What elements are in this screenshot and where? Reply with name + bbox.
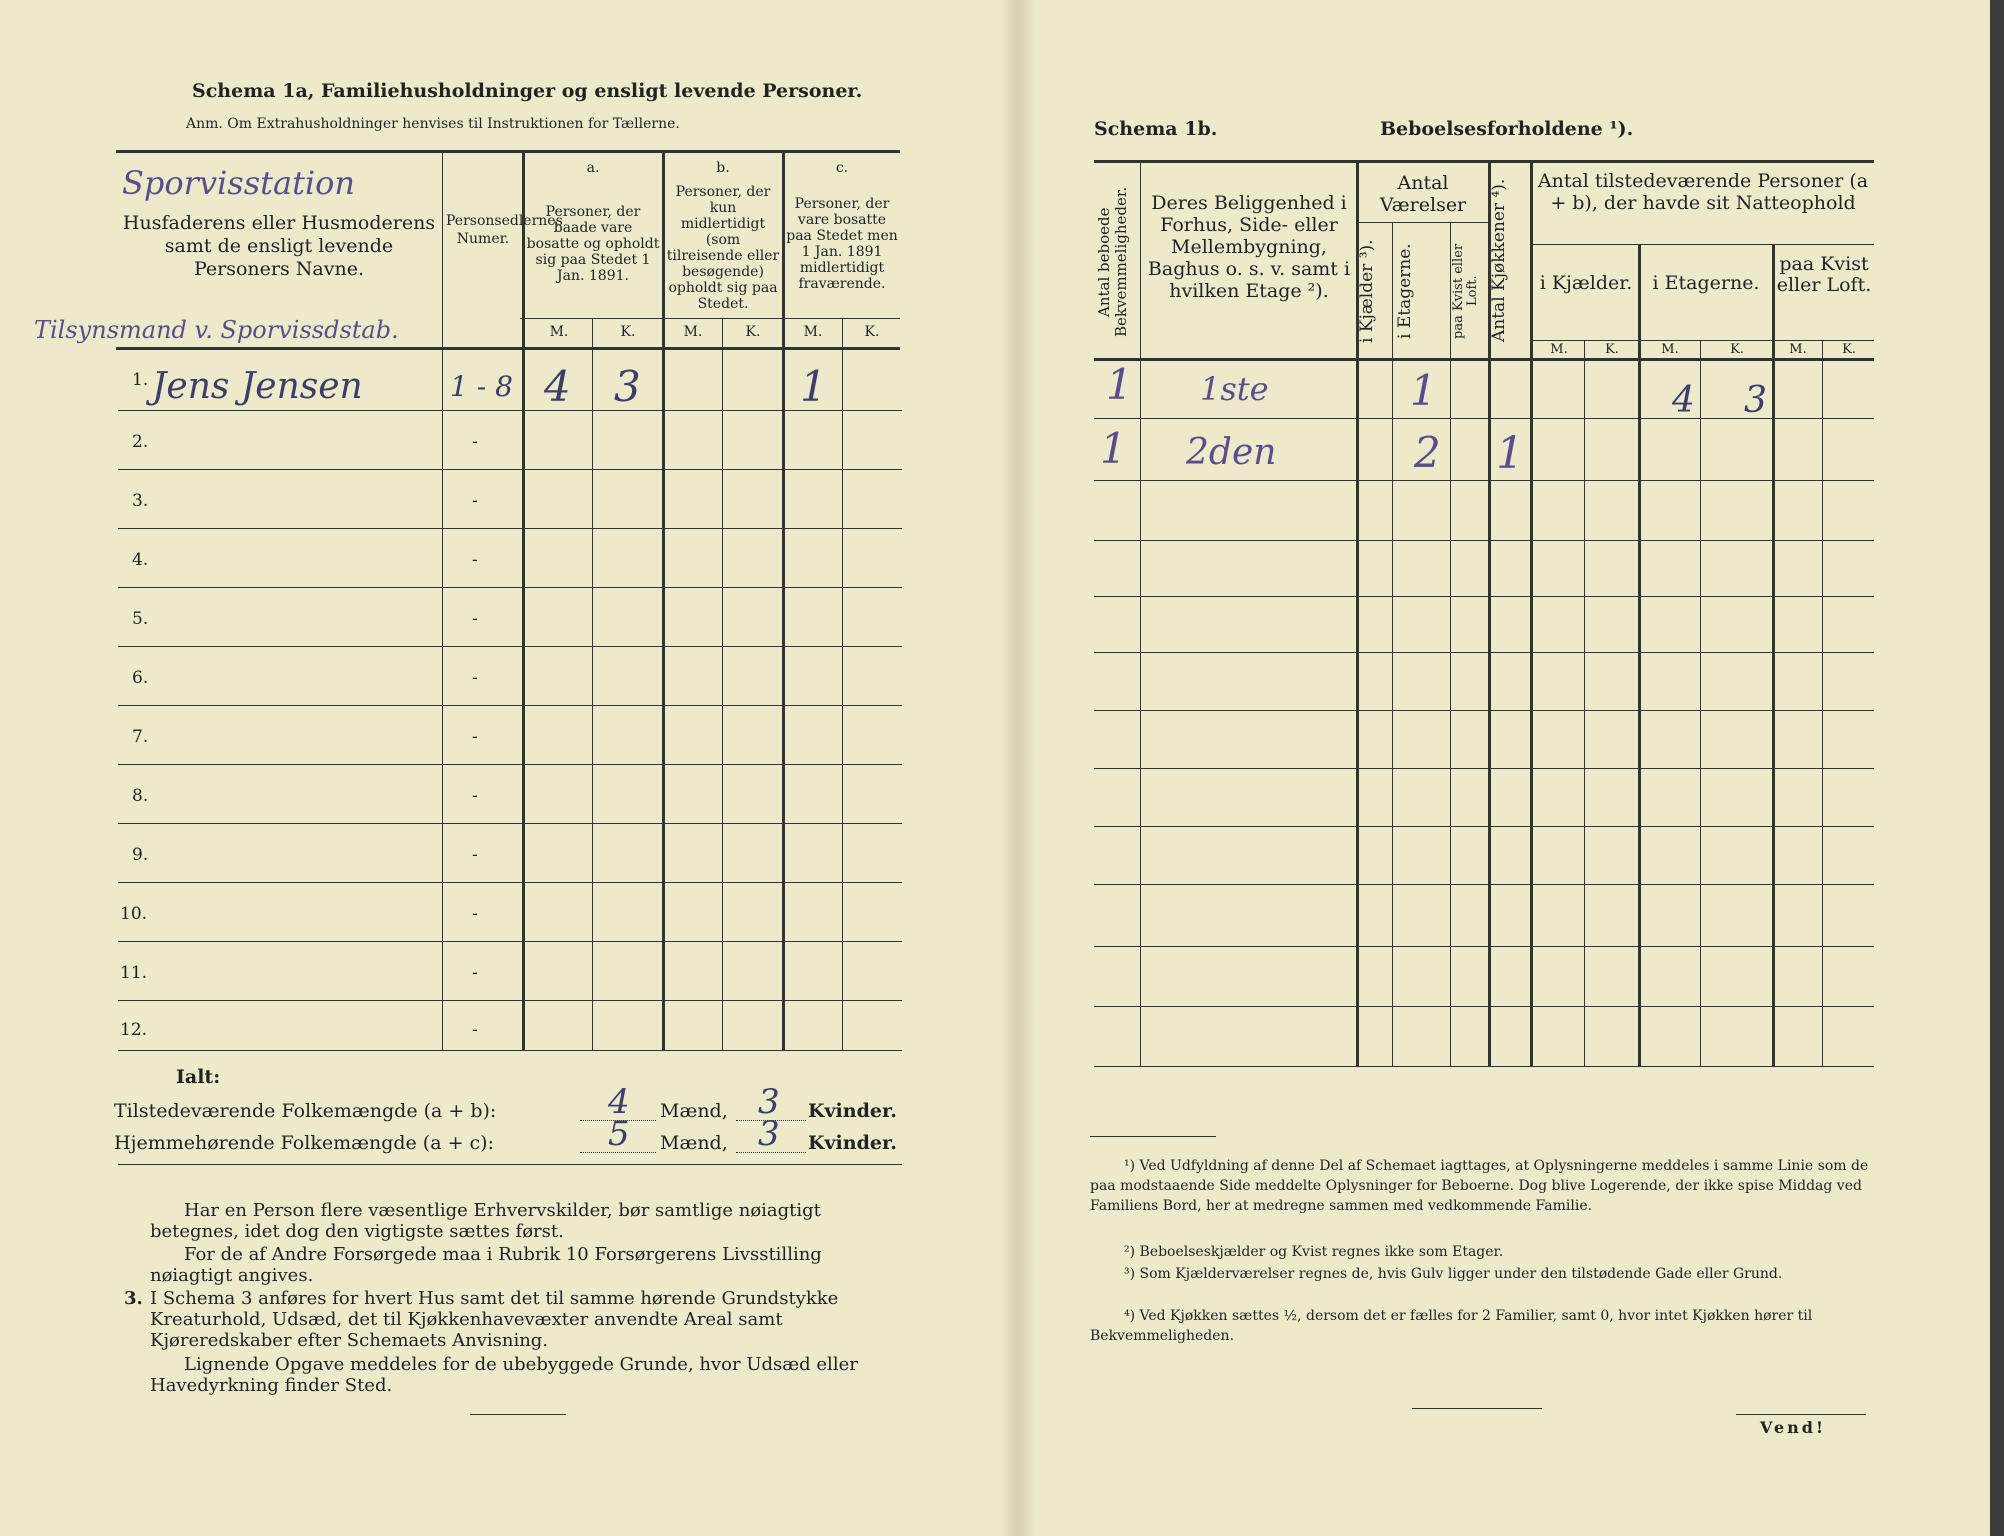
right-col-antal-bebo: Antal beboede Bekvemmeligheder. xyxy=(1095,186,1130,338)
right-row-line xyxy=(1094,652,1874,653)
tilstede-m-value: 4 xyxy=(608,1082,630,1122)
right-vaerelser-line xyxy=(1358,222,1488,223)
left-title: Schema 1a, Familiehusholdninger og ensligt levende Personer. xyxy=(192,80,863,102)
right-row-line xyxy=(1094,826,1874,827)
right-kj-m-label: M. xyxy=(1550,342,1568,357)
left-col-sep-1 xyxy=(442,150,443,1050)
row-number: 11. xyxy=(120,963,148,983)
tilstede-kvinder: Kvinder. xyxy=(808,1100,897,1122)
right-row1-etage: 1ste xyxy=(1200,370,1269,408)
tilstede-k-value: 3 xyxy=(758,1082,780,1122)
right-col-personer: Antal tilstedeværende Personer (a + b), der havde sit Natteophold xyxy=(1537,170,1869,214)
right-col-p-etagerne: i Etagerne. xyxy=(1652,272,1760,294)
instruction-para-3-number: 3. xyxy=(124,1288,143,1309)
right-row2-kjok: 1 xyxy=(1496,428,1524,479)
left-row-line xyxy=(118,882,902,883)
footnote-1: ¹) Ved Udfyldning af denne Del af Schemaet iagttages, at Oplysningerne meddeles i samme Linie som de paa modstaaende Side meddelte Oplysninger for Beboerne. Dog blive Logerende, der ikke spise Middag ved Familiens Bord, her at medregne sammen med vedkommende Familie. xyxy=(1090,1158,1869,1214)
left-note: Anm. Om Extrahusholdninger henvises til Instruktionen for Tællerne. xyxy=(186,116,680,132)
row-dash: - xyxy=(472,609,478,629)
left-row-line-last xyxy=(118,1050,902,1051)
row-number: 5. xyxy=(132,609,149,629)
row-number: 7. xyxy=(132,727,149,747)
right-personer-line xyxy=(1532,244,1874,245)
page-edge-right xyxy=(1990,0,2004,1536)
right-row-line-last xyxy=(1094,1066,1874,1067)
row1-a-k: 3 xyxy=(614,362,641,411)
right-row1-pm: 4 xyxy=(1672,380,1695,421)
left-b-m-label: M. xyxy=(683,324,703,340)
right-row-line xyxy=(1094,480,1874,481)
vend-label: Vend! xyxy=(1760,1418,1826,1437)
row-number: 8. xyxy=(132,786,149,806)
left-row-line xyxy=(118,1000,902,1001)
right-col-vaerelser: Antal Værelser xyxy=(1379,172,1467,216)
left-row-line xyxy=(118,705,902,706)
left-col-b-header: Personer, der kun midlertidigt (som tilreisende eller besøgende) opholdt sig paa Stedet. xyxy=(666,184,780,312)
left-col-c-header: Personer, der vare bosatte paa Stedet men 1 Jan. 1891 midlertidigt fraværende. xyxy=(786,196,898,292)
left-col-names-header: Husfaderens eller Husmoderens samt de ensligt levende Personers Navne. xyxy=(122,212,436,280)
right-row-line xyxy=(1094,1006,1874,1007)
row-dash: - xyxy=(472,904,478,924)
right-row1-vaer: 1 xyxy=(1410,366,1437,415)
totals-bottom-line xyxy=(118,1164,902,1165)
tilstede-label: Tilstedeværende Folkemængde (a + b): xyxy=(114,1100,497,1122)
row-number: 12. xyxy=(120,1020,148,1040)
left-row-line xyxy=(118,469,902,470)
left-row-line xyxy=(118,528,902,529)
left-b-k-label: K. xyxy=(745,324,761,340)
right-row-line xyxy=(1094,946,1874,947)
hjemme-k-value: 3 xyxy=(758,1114,780,1154)
left-end-rule xyxy=(470,1414,566,1415)
left-a-k-label: K. xyxy=(620,324,636,340)
left-row-line xyxy=(118,823,902,824)
instruction-para-2: For de af Andre Forsørgede maa i Rubrik 10 Forsørgerens Livsstilling nøiagtigt angives. xyxy=(150,1244,822,1286)
left-c-m-label: M. xyxy=(803,324,823,340)
instruction-para-1: Har en Person flere væsentlige Erhvervskilder, bør samtlige nøiagtigt betegnes, idet dog den vigtigste sættes først. xyxy=(150,1200,821,1242)
right-row2-vaer: 2 xyxy=(1414,428,1441,477)
row-number: 1. xyxy=(132,370,149,390)
left-mk-line xyxy=(520,318,900,319)
row1-numbers: 1 - 8 xyxy=(450,370,513,403)
right-col-sep xyxy=(1638,244,1641,1066)
left-col-number-header: Personsedlernes Numer. xyxy=(446,213,563,247)
row-number: 3. xyxy=(132,491,149,511)
left-a-m-label: M. xyxy=(549,324,569,340)
right-col-kjaelder: i Kjælder ³). xyxy=(1357,239,1377,343)
footnote-4: ⁴) Ved Kjøkken sættes ½, dersom det er fælles for 2 Familier, samt 0, hvor intet Kjøkken hører til Bekvemmeligheden. xyxy=(1090,1308,1813,1344)
right-col-sep xyxy=(1530,160,1533,1066)
hjemme-label: Hjemmehørende Folkemængde (a + c): xyxy=(114,1132,494,1154)
row-dash: - xyxy=(472,963,478,983)
instruction-para-3: I Schema 3 anføres for hvert Hus samt det til samme hørende Grundstykke Kreaturhold, Udsæd, det til Kjøkkenhavevæxter anvendte Areal samt Kjøreredskaber efter Schemaets Anvisning. xyxy=(150,1288,839,1351)
row-dash: - xyxy=(472,727,478,747)
row-dash: - xyxy=(472,1020,478,1040)
right-col-sep xyxy=(1822,340,1823,1066)
right-kj-k-label: K. xyxy=(1605,342,1619,357)
right-subtitle: Beboelsesforholdene ¹). xyxy=(1380,118,1634,140)
left-col-c-letter: c. xyxy=(835,160,849,176)
right-col-sep xyxy=(1140,160,1141,1066)
right-col-p-kjaelder: i Kjælder. xyxy=(1539,272,1633,294)
vend-rule xyxy=(1736,1414,1866,1415)
right-col-sep xyxy=(1772,244,1775,1066)
right-col-etagerne: i Etagerne. xyxy=(1395,243,1415,339)
right-col-sep xyxy=(1700,340,1701,1066)
left-row-line xyxy=(118,587,902,588)
page-fold xyxy=(1000,0,1036,1536)
hjemme-m-value: 5 xyxy=(608,1114,630,1154)
right-header-bottom xyxy=(1094,358,1874,361)
right-row1-antal: 1 xyxy=(1106,360,1133,409)
left-row-line xyxy=(118,646,902,647)
row-dash: - xyxy=(472,550,478,570)
right-col-sep xyxy=(1450,222,1451,1066)
row1-a-m: 4 xyxy=(544,362,571,411)
row-dash: - xyxy=(472,786,478,806)
left-col-sep-3 xyxy=(662,150,665,1050)
instruction-para-4: Lignende Opgave meddeles for de ubebyggede Grunde, hvor Udsæd eller Havedyrkning finder Sted. xyxy=(150,1354,858,1396)
right-col-kvist: paa Kvist eller Loft. xyxy=(1451,243,1480,339)
right-col-kjokkener: Antal Kjøkkener ⁴). xyxy=(1489,178,1509,342)
row-dash: - xyxy=(472,491,478,511)
row-number: 4. xyxy=(132,550,149,570)
left-c-k-label: K. xyxy=(864,324,880,340)
row-dash: - xyxy=(472,845,478,865)
right-et-m-label: M. xyxy=(1661,342,1679,357)
handwritten-place: Sporvisstation xyxy=(122,164,356,202)
left-row-line xyxy=(118,764,902,765)
row-number: 6. xyxy=(132,668,149,688)
right-row2-etage: 2den xyxy=(1186,432,1277,473)
left-col-b-letter: b. xyxy=(716,160,730,176)
hjemme-kvinder: Kvinder. xyxy=(808,1132,897,1154)
right-row1-pk: 3 xyxy=(1744,380,1767,421)
left-col-sep-2 xyxy=(522,150,525,1050)
left-col-sep-4 xyxy=(782,150,785,1050)
left-row-line xyxy=(118,941,902,942)
right-kv-m-label: M. xyxy=(1789,342,1807,357)
left-col-a-letter: a. xyxy=(586,160,600,176)
right-et-k-label: K. xyxy=(1730,342,1744,357)
ialt-label: Ialt: xyxy=(176,1066,221,1088)
right-row2-antal: 1 xyxy=(1100,424,1127,473)
right-col-sep xyxy=(1584,340,1585,1066)
footnote-3: ³) Som Kjælderværelser regnes de, hvis Gulv ligger under den tilstødende Gade eller Grund. xyxy=(1124,1266,1783,1282)
right-col-sep xyxy=(1392,222,1393,1066)
right-row-line xyxy=(1094,540,1874,541)
left-row-line xyxy=(118,410,902,411)
right-end-rule xyxy=(1412,1408,1542,1409)
left-col-a-header: Personer, der baade vare bosatte og opholdt sig paa Stedet 1 Jan. 1891. xyxy=(526,204,660,284)
right-col-beliggenhed: Deres Beliggenhed i Forhus, Side- eller Mellembygning, Baghus o. s. v. samt i hvilken Etage ²). xyxy=(1147,192,1351,302)
footnote-2: ²) Beboelseskjælder og Kvist regnes ikke som Etager. xyxy=(1124,1244,1504,1260)
row-number: 9. xyxy=(132,845,149,865)
right-col-p-kvist: paa Kvist eller Loft. xyxy=(1776,253,1872,296)
footnote-rule xyxy=(1090,1136,1216,1137)
row-dash: - xyxy=(472,668,478,688)
tilstede-maend: Mænd, xyxy=(660,1100,728,1122)
right-table-top xyxy=(1094,160,1874,163)
hjemme-maend: Mænd, xyxy=(660,1132,728,1154)
row-dash: - xyxy=(472,432,478,452)
handwritten-owner: Tilsynsmand v. Sporvissdstab. xyxy=(34,316,399,344)
row-number: 2. xyxy=(132,432,149,452)
row1-c-m: 1 xyxy=(800,362,827,411)
right-row-line xyxy=(1094,710,1874,711)
right-title: Schema 1b. xyxy=(1094,118,1218,140)
right-row-line xyxy=(1094,884,1874,885)
right-row-line xyxy=(1094,596,1874,597)
right-row-line xyxy=(1094,768,1874,769)
row-number: 10. xyxy=(120,904,148,924)
right-kv-k-label: K. xyxy=(1842,342,1856,357)
row1-name: Jens Jensen xyxy=(152,366,363,407)
